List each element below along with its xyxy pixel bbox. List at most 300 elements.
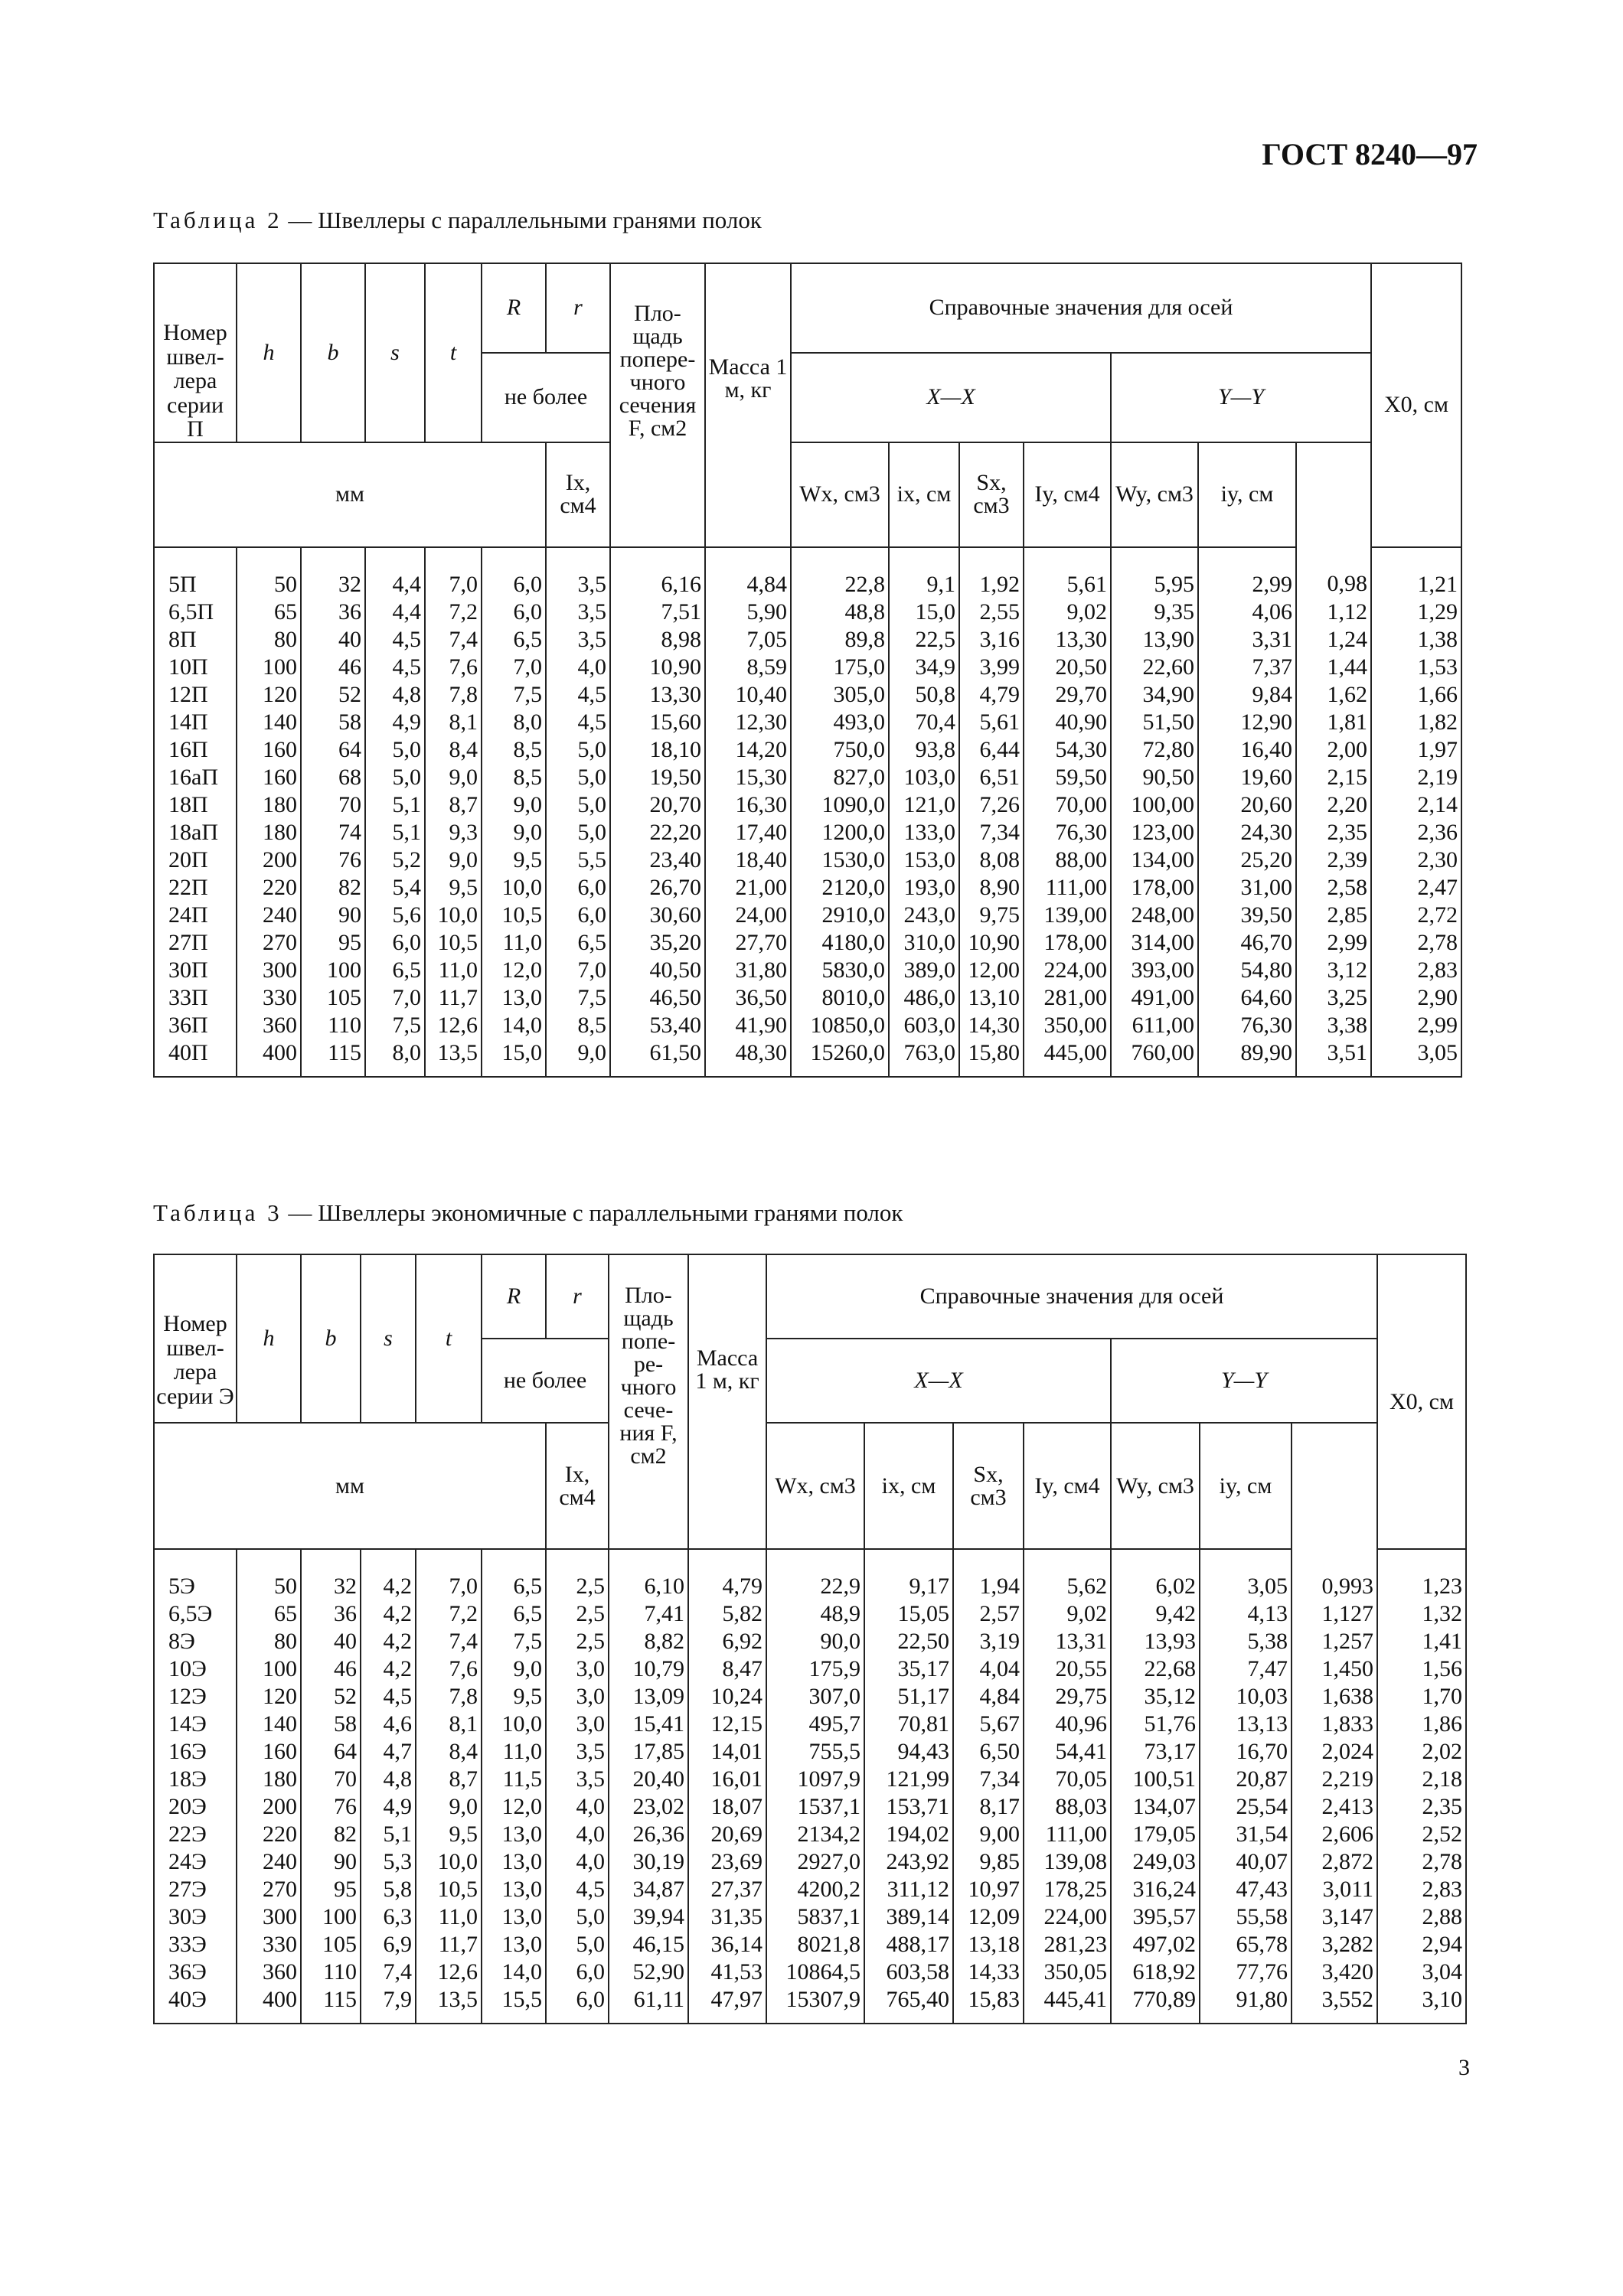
table-cell: 1537,1 (766, 1793, 864, 1821)
table-cell: 14,0 (482, 1958, 546, 1986)
table-cell: 2,024 (1292, 1738, 1377, 1766)
table-cell: 9,02 (1024, 1600, 1111, 1628)
table-cell: 8,5 (482, 736, 546, 764)
table-cell: 25,20 (1198, 846, 1296, 874)
channel-number-cell: 18аП (154, 819, 237, 846)
channel-number-cell: 6,5Э (154, 1600, 237, 1628)
table-cell: 153,71 (864, 1793, 953, 1821)
table-cell: 54,80 (1198, 957, 1296, 984)
header-h: h (237, 1254, 301, 1423)
table-cell: 3,147 (1292, 1903, 1377, 1931)
table2-caption-text: — Швеллеры с параллельными гранями полок (288, 207, 762, 233)
table-cell: 180 (237, 1766, 301, 1793)
table-row (154, 1848, 1466, 1876)
table-cell: 160 (237, 736, 301, 764)
table-row (154, 681, 1461, 709)
table-cell: 110 (301, 1012, 365, 1039)
table-cell: 100 (237, 1655, 301, 1683)
table-cell: 2,99 (1296, 929, 1371, 957)
table-cell: 6,16 (610, 547, 705, 598)
table-cell: 13,90 (1111, 626, 1198, 654)
table-cell: 22,8 (791, 547, 889, 598)
channel-number-cell: 36Э (154, 1958, 237, 1986)
table-cell: 1,81 (1296, 709, 1371, 736)
table-cell: 40,50 (610, 957, 705, 984)
table-cell: 15,60 (610, 709, 705, 736)
table-cell: 8,98 (610, 626, 705, 654)
table-cell: 2,99 (1371, 1012, 1461, 1039)
header-iy-radius: iy, см (1198, 442, 1296, 547)
table-cell: 13,10 (959, 984, 1024, 1012)
table-cell: 4,5 (546, 1876, 609, 1903)
channel-number-cell: 22Э (154, 1821, 237, 1848)
channel-number-cell: 16Э (154, 1738, 237, 1766)
table-cell: 64,60 (1198, 984, 1296, 1012)
channel-number-cell: 16П (154, 736, 237, 764)
table-cell: 220 (237, 1821, 301, 1848)
table-cell: 5,67 (953, 1711, 1024, 1738)
table-row (154, 1793, 1466, 1821)
table-cell: 3,0 (546, 1655, 609, 1683)
table-cell: 193,0 (889, 874, 959, 902)
table-cell: 36,50 (705, 984, 791, 1012)
table-cell: 10850,0 (791, 1012, 889, 1039)
table-cell: 13,0 (482, 1848, 546, 1876)
table-cell: 76,30 (1024, 819, 1111, 846)
table-cell: 5,0 (546, 819, 610, 846)
table-cell: 35,12 (1111, 1683, 1200, 1711)
header-reference: Справочные значения для осей (766, 1254, 1377, 1339)
table-cell: 7,6 (416, 1655, 482, 1683)
table-cell: 7,0 (546, 957, 610, 984)
table-cell: 40,90 (1024, 709, 1111, 736)
table-cell: 2,88 (1377, 1903, 1466, 1931)
table-cell: 5,5 (546, 846, 610, 874)
table-cell: 2,5 (546, 1549, 609, 1600)
header-x0: X0, см (1377, 1254, 1466, 1549)
table-cell: 31,80 (705, 957, 791, 984)
table-cell: 11,7 (416, 1931, 482, 1958)
table-cell: 5,95 (1111, 547, 1198, 598)
table-cell: 140 (237, 1711, 301, 1738)
table-cell: 8,1 (425, 709, 482, 736)
table-cell: 7,51 (610, 598, 705, 626)
table-cell: 27,37 (688, 1876, 766, 1903)
table-cell: 31,54 (1200, 1821, 1292, 1848)
table-cell: 493,0 (791, 709, 889, 736)
table-cell: 175,9 (766, 1655, 864, 1683)
table-cell: 4,4 (365, 547, 425, 598)
table-cell: 4,0 (546, 1848, 609, 1876)
table2-caption-label: Таблица 2 (153, 207, 282, 233)
table-row (154, 1711, 1466, 1738)
table-cell: 330 (237, 1931, 301, 1958)
table-cell: 1,94 (953, 1549, 1024, 1600)
table-cell: 3,51 (1296, 1039, 1371, 1077)
table-cell: 11,0 (425, 957, 482, 984)
table-cell: 90,50 (1111, 764, 1198, 791)
table-cell: 68 (301, 764, 365, 791)
table-cell: 7,5 (482, 1628, 546, 1655)
table-cell: 5,61 (959, 709, 1024, 736)
channel-number-cell: 10П (154, 654, 237, 681)
channel-number-cell: 16аП (154, 764, 237, 791)
table-cell: 9,02 (1024, 598, 1111, 626)
table-cell: 15,80 (959, 1039, 1024, 1077)
table-cell: 4,8 (361, 1766, 416, 1793)
table-cell: 139,00 (1024, 902, 1111, 929)
table-row (154, 1628, 1466, 1655)
table-cell: 5,61 (1024, 547, 1111, 598)
table-cell: 491,00 (1111, 984, 1198, 1012)
table-cell: 13,5 (416, 1986, 482, 2024)
table-row (154, 1012, 1461, 1039)
table-cell: 243,0 (889, 902, 959, 929)
table-cell: 224,00 (1024, 1903, 1111, 1931)
table-cell: 179,05 (1111, 1821, 1200, 1848)
table-cell: 134,00 (1111, 846, 1198, 874)
header-mass: Масса 1 м, кг (705, 263, 791, 547)
table-cell: 1,53 (1371, 654, 1461, 681)
header-t: t (425, 263, 482, 442)
table-cell: 314,00 (1111, 929, 1198, 957)
table-cell: 12,09 (953, 1903, 1024, 1931)
table-cell: 4,2 (361, 1655, 416, 1683)
table-cell: 111,00 (1024, 1821, 1111, 1848)
header-sx: Sx, см3 (953, 1423, 1024, 1549)
table-cell: 200 (237, 846, 301, 874)
table-cell: 8,82 (609, 1628, 688, 1655)
table-cell: 178,00 (1111, 874, 1198, 902)
table-cell: 10,90 (959, 929, 1024, 957)
table-cell: 10,79 (609, 1655, 688, 1683)
table-cell: 603,58 (864, 1958, 953, 1986)
table-cell: 180 (237, 791, 301, 819)
table-cell: 95 (301, 929, 365, 957)
table-cell: 115 (301, 1986, 361, 2024)
table-cell: 64 (301, 1738, 361, 1766)
table-cell: 2,99 (1198, 547, 1296, 598)
table-cell: 1,127 (1292, 1600, 1377, 1628)
table-cell: 4,2 (361, 1628, 416, 1655)
table-cell: 17,40 (705, 819, 791, 846)
table-cell: 20,70 (610, 791, 705, 819)
channel-number-cell: 27Э (154, 1876, 237, 1903)
table-cell: 11,0 (482, 929, 546, 957)
table-cell: 1,44 (1296, 654, 1371, 681)
table2-caption (153, 207, 762, 234)
table-cell: 5,8 (361, 1876, 416, 1903)
table-cell: 7,2 (425, 598, 482, 626)
table-cell: 6,3 (361, 1903, 416, 1931)
table-cell: 100 (301, 957, 365, 984)
table-cell: 76 (301, 1793, 361, 1821)
table-cell: 22,60 (1111, 654, 1198, 681)
table-cell: 9,0 (482, 1655, 546, 1683)
table-cell: 497,02 (1111, 1931, 1200, 1958)
table-cell: 9,5 (416, 1821, 482, 1848)
table-cell: 445,41 (1024, 1986, 1111, 2024)
table-cell: 4,5 (361, 1683, 416, 1711)
table-cell: 9,5 (482, 1683, 546, 1711)
table-cell: 29,70 (1024, 681, 1111, 709)
table-cell: 2,35 (1377, 1793, 1466, 1821)
table-cell: 5,0 (546, 1903, 609, 1931)
table-cell: 7,0 (482, 654, 546, 681)
table-cell: 1530,0 (791, 846, 889, 874)
table-cell: 7,5 (482, 681, 546, 709)
table-cell: 3,5 (546, 547, 610, 598)
table-cell: 1200,0 (791, 819, 889, 846)
table-cell: 14,01 (688, 1738, 766, 1766)
table-cell: 15,0 (482, 1039, 546, 1077)
table-cell: 70,4 (889, 709, 959, 736)
table-row (154, 1549, 1466, 1600)
table-cell: 5,4 (365, 874, 425, 902)
table-cell: 19,60 (1198, 764, 1296, 791)
table-cell: 175,0 (791, 654, 889, 681)
table-cell: 6,5 (482, 1549, 546, 1600)
table-cell: 1,21 (1371, 547, 1461, 598)
table-cell: 4,2 (361, 1549, 416, 1600)
table-cell: 2927,0 (766, 1848, 864, 1876)
table-cell: 5,1 (365, 791, 425, 819)
table-cell: 103,0 (889, 764, 959, 791)
table-cell: 111,00 (1024, 874, 1111, 902)
table3 (153, 1254, 1467, 2024)
table-cell: 10,0 (416, 1848, 482, 1876)
table-cell: 7,4 (425, 626, 482, 654)
table-cell: 3,16 (959, 626, 1024, 654)
table-cell: 65 (237, 598, 301, 626)
table-cell: 70,05 (1024, 1766, 1111, 1793)
table-cell: 1,66 (1371, 681, 1461, 709)
table-cell: 2,39 (1296, 846, 1371, 874)
table-cell: 8,7 (425, 791, 482, 819)
header-sx: Sx, см3 (959, 442, 1024, 547)
table-cell: 76,30 (1198, 1012, 1296, 1039)
table-cell: 5,90 (705, 598, 791, 626)
table-cell: 48,9 (766, 1600, 864, 1628)
table-cell: 9,0 (482, 819, 546, 846)
table-cell: 7,5 (365, 1012, 425, 1039)
table-cell: 9,42 (1111, 1600, 1200, 1628)
channel-number-cell: 18П (154, 791, 237, 819)
table-cell: 2,55 (959, 598, 1024, 626)
table-cell: 6,0 (365, 929, 425, 957)
table-cell: 7,9 (361, 1986, 416, 2024)
table-cell: 2,36 (1371, 819, 1461, 846)
table-cell: 7,2 (416, 1600, 482, 1628)
table-cell: 120 (237, 681, 301, 709)
table-cell: 9,85 (953, 1848, 1024, 1876)
header-axis-xx: X—X (766, 1339, 1111, 1423)
table-cell: 9,0 (425, 846, 482, 874)
table-cell: 14,0 (482, 1012, 546, 1039)
table-cell: 7,34 (953, 1766, 1024, 1793)
table-cell: 7,5 (546, 984, 610, 1012)
table-row (154, 626, 1461, 654)
table-cell: 89,90 (1198, 1039, 1296, 1077)
table-cell: 5,1 (361, 1821, 416, 1848)
table-cell: 25,54 (1200, 1793, 1292, 1821)
table-cell: 70,00 (1024, 791, 1111, 819)
table-cell: 105 (301, 1931, 361, 1958)
table-cell: 2,5 (546, 1600, 609, 1628)
header-ix-moment: Ix, см4 (546, 1423, 609, 1549)
table-cell: 7,8 (416, 1683, 482, 1711)
channel-number-cell: 12Э (154, 1683, 237, 1711)
table-cell: 3,19 (953, 1628, 1024, 1655)
table-cell: 9,0 (425, 764, 482, 791)
table-cell: 2,872 (1292, 1848, 1377, 1876)
table-cell: 1,38 (1371, 626, 1461, 654)
table-cell: 1,450 (1292, 1655, 1377, 1683)
table-cell: 763,0 (889, 1039, 959, 1077)
table-cell: 7,4 (361, 1958, 416, 1986)
table-cell: 65,78 (1200, 1931, 1292, 1958)
table-cell: 1,97 (1371, 736, 1461, 764)
table-row (154, 1876, 1466, 1903)
table-cell: 7,05 (705, 626, 791, 654)
table-cell: 4,04 (953, 1655, 1024, 1683)
table-cell: 4,79 (688, 1549, 766, 1600)
table-row (154, 984, 1461, 1012)
table-cell: 4200,2 (766, 1876, 864, 1903)
channel-number-cell: 12П (154, 681, 237, 709)
table-cell: 88,00 (1024, 846, 1111, 874)
table-cell: 395,57 (1111, 1903, 1200, 1931)
table-cell: 47,97 (688, 1986, 766, 2024)
table-cell: 9,84 (1198, 681, 1296, 709)
table-row (154, 1821, 1466, 1848)
table-cell: 160 (237, 1738, 301, 1766)
table-cell: 10,24 (688, 1683, 766, 1711)
table-cell: 4,8 (365, 681, 425, 709)
table-cell: 2,72 (1371, 902, 1461, 929)
table-cell: 3,12 (1296, 957, 1371, 984)
table-cell: 310,0 (889, 929, 959, 957)
table-cell: 20,69 (688, 1821, 766, 1848)
table-cell: 10,5 (482, 902, 546, 929)
table-cell: 13,0 (482, 1903, 546, 1931)
table-cell: 12,90 (1198, 709, 1296, 736)
table-cell: 100,51 (1111, 1766, 1200, 1793)
table-cell: 4,7 (361, 1738, 416, 1766)
channel-number-cell: 24Э (154, 1848, 237, 1876)
header-s: s (365, 263, 425, 442)
table-cell: 13,30 (1024, 626, 1111, 654)
table-cell: 12,6 (416, 1958, 482, 1986)
header-number: Номер швел-лера серии П (154, 263, 237, 442)
channel-number-cell: 10Э (154, 1655, 237, 1683)
table-cell: 9,5 (425, 874, 482, 902)
channel-number-cell: 18Э (154, 1766, 237, 1793)
table-cell: 46 (301, 654, 365, 681)
table-cell: 34,90 (1111, 681, 1198, 709)
table-cell: 10,90 (610, 654, 705, 681)
table-cell: 58 (301, 1711, 361, 1738)
table-cell: 7,26 (959, 791, 1024, 819)
channel-number-cell: 27П (154, 929, 237, 957)
table-cell: 1,833 (1292, 1711, 1377, 1738)
table-cell: 360 (237, 1958, 301, 1986)
table-row (154, 1039, 1461, 1077)
header-r: r (546, 263, 610, 353)
table-cell: 121,0 (889, 791, 959, 819)
header-ix-radius: ix, см (864, 1423, 953, 1549)
table-cell: 90 (301, 902, 365, 929)
table-row (154, 709, 1461, 736)
header-iy-moment: Iy, см4 (1024, 1423, 1111, 1549)
channel-number-cell: 40Э (154, 1986, 237, 2024)
table-cell: 9,0 (416, 1793, 482, 1821)
table-cell: 13,0 (482, 1821, 546, 1848)
table-cell: 240 (237, 1848, 301, 1876)
table-cell: 6,0 (482, 598, 546, 626)
table-cell: 6,51 (959, 764, 1024, 791)
table-cell: 3,5 (546, 1738, 609, 1766)
table-cell: 4,0 (546, 1821, 609, 1848)
header-not-more: не более (482, 1339, 609, 1423)
table-cell: 15,0 (889, 598, 959, 626)
table-cell: 36 (301, 1600, 361, 1628)
table-cell: 40 (301, 1628, 361, 1655)
header-number: Номер швел-лера серии Э (154, 1254, 237, 1423)
table-cell: 360 (237, 1012, 301, 1039)
table-cell: 5,1 (365, 819, 425, 846)
table-cell: 133,0 (889, 819, 959, 846)
table-cell: 827,0 (791, 764, 889, 791)
table-cell: 20,60 (1198, 791, 1296, 819)
table-cell: 2,219 (1292, 1766, 1377, 1793)
channel-number-cell: 30П (154, 957, 237, 984)
table-cell: 153,0 (889, 846, 959, 874)
table-cell: 22,9 (766, 1549, 864, 1600)
table-cell: 51,17 (864, 1683, 953, 1711)
table-cell: 488,17 (864, 1931, 953, 1958)
table-cell: 240 (237, 902, 301, 929)
table-cell: 31,00 (1198, 874, 1296, 902)
table-cell: 178,25 (1024, 1876, 1111, 1903)
table-cell: 41,53 (688, 1958, 766, 1986)
table-cell: 8010,0 (791, 984, 889, 1012)
table-row (154, 1683, 1466, 1711)
table-cell: 6,0 (482, 547, 546, 598)
table-cell: 1090,0 (791, 791, 889, 819)
table-cell: 6,9 (361, 1931, 416, 1958)
table-cell: 9,5 (482, 846, 546, 874)
table-cell: 2,02 (1377, 1738, 1466, 1766)
table-cell: 22,20 (610, 819, 705, 846)
table-cell: 618,92 (1111, 1958, 1200, 1986)
table-cell: 750,0 (791, 736, 889, 764)
table-cell: 9,0 (482, 791, 546, 819)
table-cell: 9,17 (864, 1549, 953, 1600)
table-cell: 10,40 (705, 681, 791, 709)
header-area: Пло-щадь попе-ре-чного сече-ния F, см2 (609, 1254, 688, 1549)
channel-number-cell: 8Э (154, 1628, 237, 1655)
table-cell: 611,00 (1111, 1012, 1198, 1039)
table-cell: 115 (301, 1039, 365, 1077)
header-ix-moment: Ix, см4 (546, 442, 610, 547)
table-cell: 18,07 (688, 1793, 766, 1821)
table-cell: 4,5 (365, 654, 425, 681)
table-row (154, 1931, 1466, 1958)
table-cell: 5,0 (546, 1931, 609, 1958)
table-cell: 30,19 (609, 1848, 688, 1876)
table-cell: 52 (301, 681, 365, 709)
